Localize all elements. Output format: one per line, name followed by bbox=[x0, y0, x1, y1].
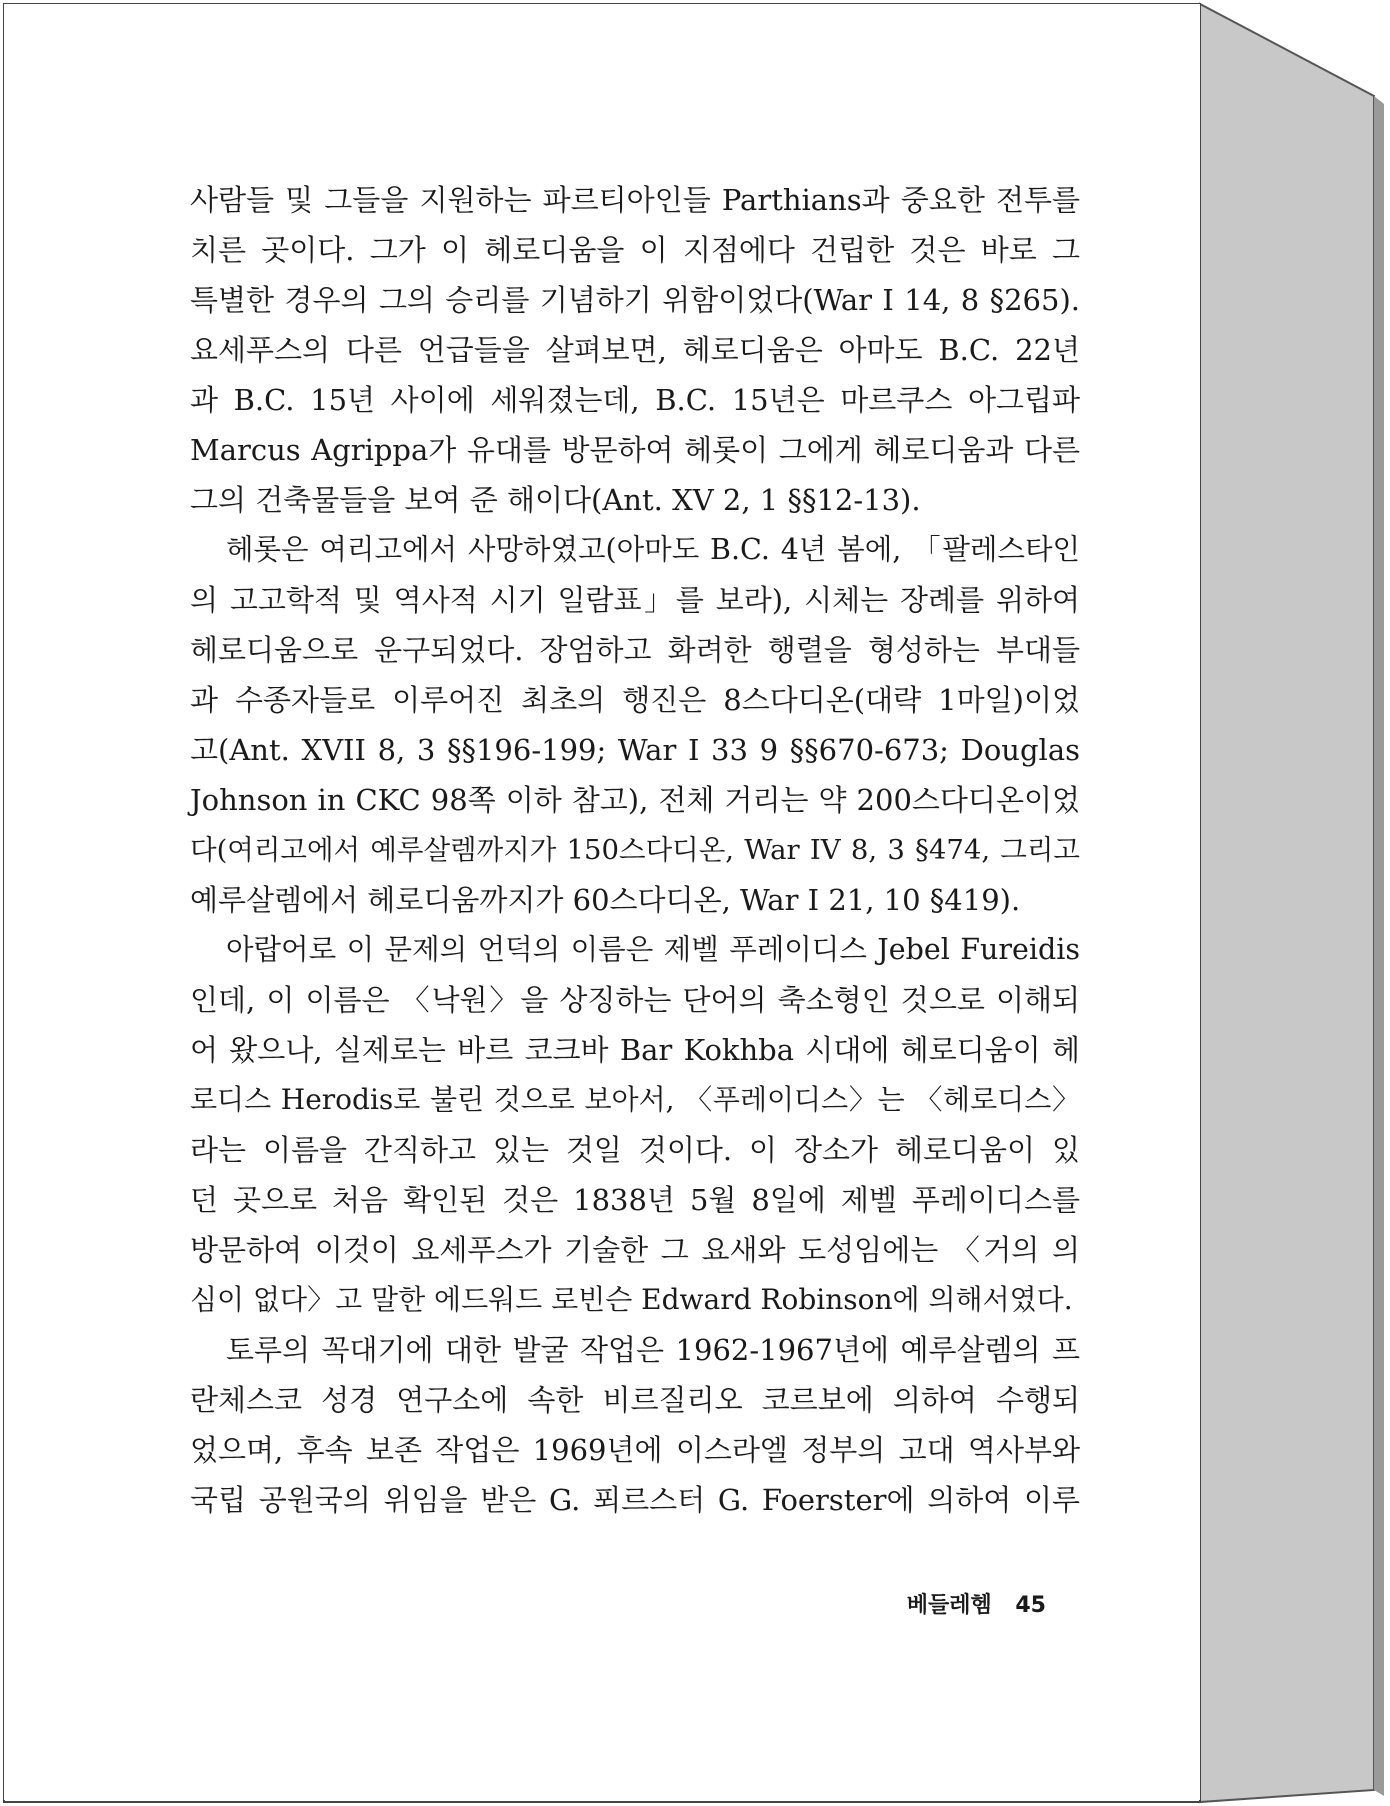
text-line: 고(Ant. XVII 8, 3 §§196-199; War I 33 9 §§670-673; Douglas bbox=[190, 733, 1080, 767]
text-line: 로디스 Herodis로 불린 것으로 보아서, 〈푸레이디스〉는 〈헤로디스〉 bbox=[190, 1083, 1080, 1116]
text-line: 어 왔으나, 실제로는 바르 코크바 Bar Kokhba 시대에 헤로디움이 헤 bbox=[190, 1033, 1080, 1067]
text-line: 라는 이름을 간직하고 있는 것일 것이다. 이 장소가 헤로디움이 있 bbox=[190, 1133, 1080, 1167]
text-line: 방문하여 이것이 요세푸스가 기술한 그 요새와 도성임에는 〈거의 의 bbox=[190, 1233, 1080, 1267]
text-line: 다(여리고에서 예루살렘까지가 150스다디온, War IV 8, 3 §474, 그리고 bbox=[190, 834, 1080, 866]
text-line: Johnson in CKC 98쪽 이하 참고), 전체 거리는 약 200스다디온이었 bbox=[190, 783, 1080, 817]
page-footer bbox=[907, 1588, 1046, 1619]
text-line: 과 B.C. 15년 사이에 세워졌는데, B.C. 15년은 마르쿠스 아그립파 bbox=[190, 383, 1080, 417]
text-line: 그의 건축물들을 보여 준 해이다(Ant. XV 2, 1 §§12-13). bbox=[190, 483, 921, 517]
running-title: 베들레헴 bbox=[906, 1593, 992, 1618]
text-line: 사람들 및 그들을 지원하는 파르티아인들 Parthians과 중요한 전투를 bbox=[190, 183, 1080, 217]
text-line: 의 고고학적 및 역사적 시기 일람표」를 보라), 시체는 장례를 위하여 bbox=[190, 583, 1080, 617]
text-line: 특별한 경우의 그의 승리를 기념하기 위함이었다(War I 14, 8 §265). bbox=[190, 283, 1080, 317]
text-line: 인데, 이 이름은 〈낙원〉을 상징하는 단어의 축소형인 것으로 이해되 bbox=[190, 983, 1080, 1017]
text-line: 국립 공원국의 위임을 받은 G. 푀르스터 G. Foerster에 의하여 이루 bbox=[190, 1483, 1080, 1517]
text-line: 었으며, 후속 보존 작업은 1969년에 이스라엘 정부의 고대 역사부와 bbox=[190, 1433, 1080, 1467]
text-line: 란체스코 성경 연구소에 속한 비르질리오 코르보에 의하여 수행되 bbox=[190, 1383, 1080, 1417]
text-line: 던 곳으로 처음 확인된 것은 1838년 5월 8일에 제벨 푸레이디스를 bbox=[190, 1183, 1080, 1217]
book-page bbox=[4, 4, 1200, 1800]
page-number: 45 bbox=[1015, 1593, 1046, 1618]
text-line: 아랍어로 이 문제의 언덕의 이름은 제벨 푸레이디스 Jebel Fureidis bbox=[226, 933, 1080, 966]
text-line: 치른 곳이다. 그가 이 헤로디움을 이 지점에다 건립한 것은 바로 그 bbox=[190, 233, 1080, 267]
text-line: 요세푸스의 다른 언급들을 살펴보면, 헤로디움은 아마도 B.C. 22년 bbox=[190, 333, 1080, 367]
text-line: 예루살렘에서 헤로디움까지가 60스다디온, War I 21, 10 §419). bbox=[190, 883, 1021, 917]
text-line: 헤로디움으로 운구되었다. 장엄하고 화려한 행렬을 형성하는 부대들 bbox=[190, 633, 1080, 667]
text-line: 토루의 꼭대기에 대한 발굴 작업은 1962-1967년에 예루살렘의 프 bbox=[226, 1333, 1080, 1367]
text-line: Marcus Agrippa가 유대를 방문하여 헤롯이 그에게 헤로디움과 다른 bbox=[190, 433, 1080, 467]
text-line: 과 수종자들로 이루어진 최초의 행진은 8스다디온(대략 1마일)이었 bbox=[190, 683, 1080, 717]
text-line: 심이 없다〉고 말한 에드워드 로빈슨 Edward Robinson에 의해서였다. bbox=[190, 1283, 1073, 1316]
text-line: 헤롯은 여리고에서 사망하였고(아마도 B.C. 4년 봄에, 「팔레스타인 bbox=[226, 533, 1080, 566]
